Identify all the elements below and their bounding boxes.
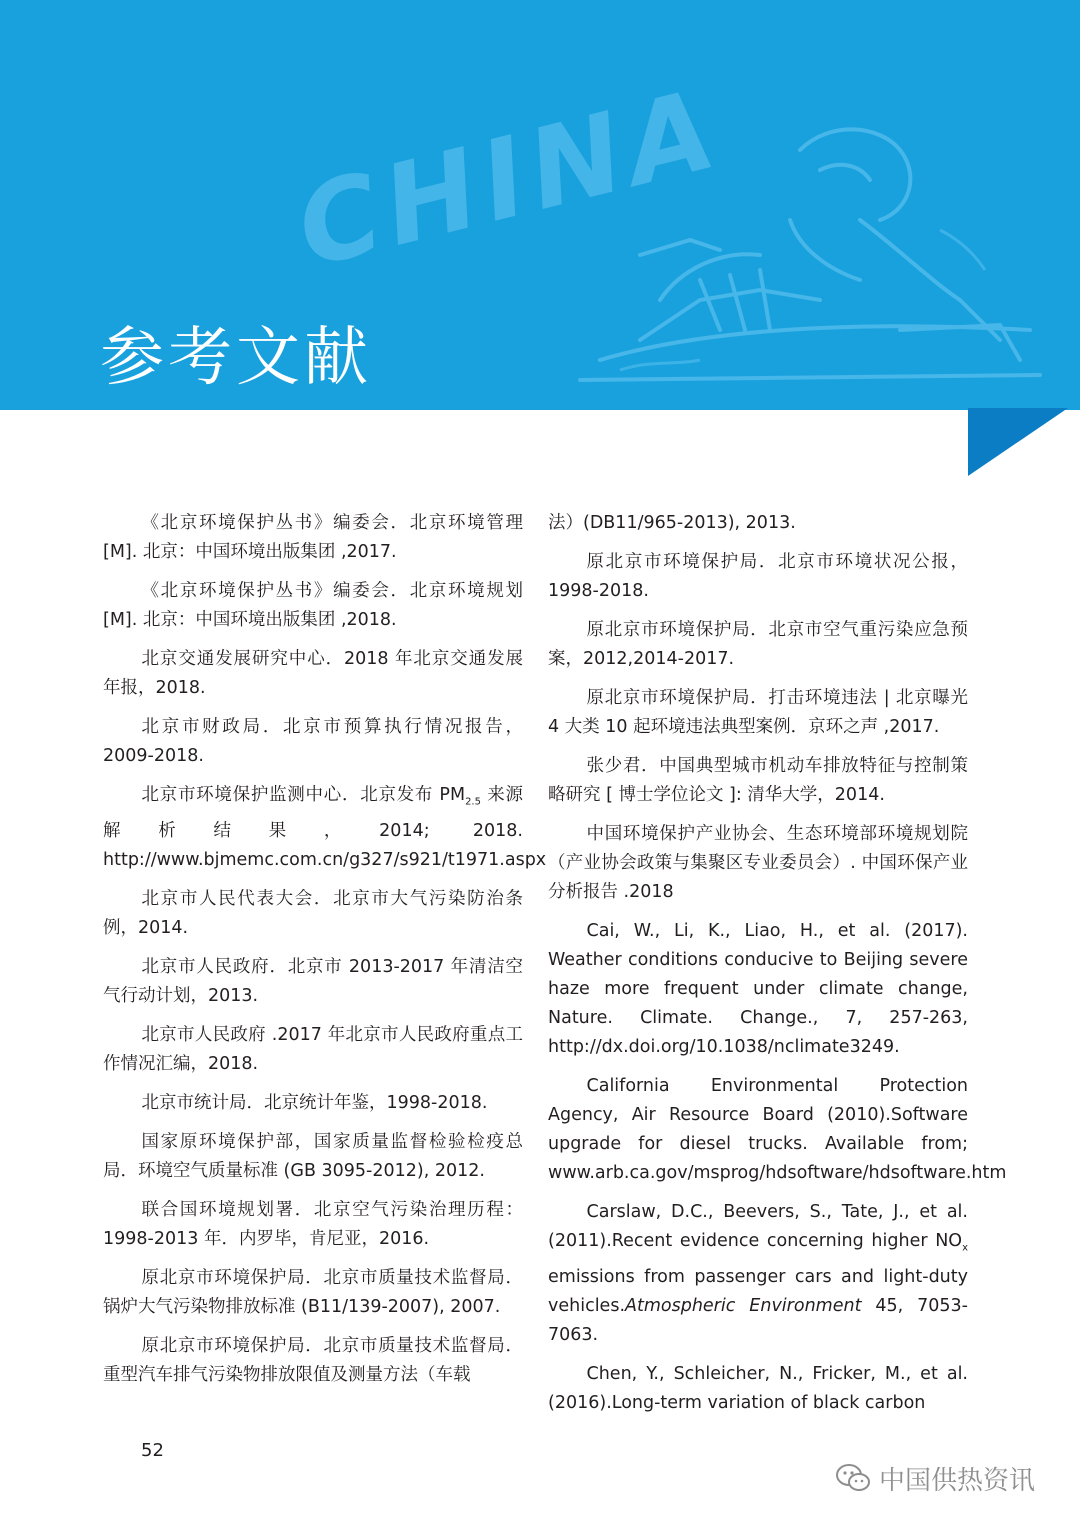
references-left-column — [103, 509, 547, 1400]
reference-text: Carslaw, D.C., Beevers, S., Tate, J., et al. (2011).Recent evidence concerning higher NO — [548, 1202, 968, 1251]
reference-item: 北京市人民政府．北京市 2013-2017 年清洁空气行动计划，2013. — [103, 956, 523, 1006]
reference-item: 《北京环境保护丛书》编委会．北京环境规划[M]. 北京：中国环境出版集团 ,2018. — [103, 581, 523, 630]
reference-item: 北京交通发展研究中心．2018 年北京交通发展年报，2018. — [103, 649, 523, 698]
subscript: x — [962, 1242, 968, 1254]
page-title: 参考文献 — [100, 321, 372, 395]
reference-item: 北京市财政局．北京市预算执行情况报告，2009-2018. — [103, 717, 523, 766]
page-number: 52 — [141, 1440, 164, 1461]
reference-text: 45, 7053-7063. — [548, 1295, 968, 1345]
watermark-text: 中国供热资讯 — [879, 1465, 1036, 1496]
reference-item: Cai, W., Li, K., Liao, H., et al. (2017). Weather conditions conducive to Beijing severe haze more frequent under climate change, Nature. Climate. Change., 7, 257-263, http://dx.doi.org/10.1038/nclimate3249. — [548, 921, 968, 1057]
reference-text: 来源解析结果，2014; 2018. http://www.bjmemc.com.cn/g327/s921/t1971.aspx — [103, 785, 547, 870]
corner-triangle — [968, 408, 1080, 478]
china-art-text: CHINA — [285, 63, 735, 293]
reference-item: California Environmental Protection Agency, Air Resource Board (2010).Software upgrade for diesel trucks. Available from; www.arb.ca.gov/msprog/hdsoftware/hdsoftware.htm — [548, 1076, 1007, 1183]
reference-item: 北京市人民代表大会．北京市大气污染防治条例，2014. — [103, 888, 523, 938]
reference-item: Chen, Y., Schleicher, N., Fricker, M., et al. (2016).Long-term variation of black carbon — [548, 1363, 968, 1413]
reference-item: 张少君．中国典型城市机动车排放特征与控制策略研究 [ 博士学位论文 ]: 清华大学，2014. — [548, 756, 968, 805]
reference-text: emissions from passenger cars and light-duty vehicles. — [548, 1266, 968, 1316]
reference-item: 中国环境保护产业协会、生态环境部环境规划院（产业协会政策与集聚区专业委员会）. 中国环保产业分析报告 .2018 — [548, 824, 968, 902]
reference-item: 法）(DB11/965-2013), 2013. — [548, 513, 796, 533]
reference-item — [548, 1198, 968, 1350]
wechat-icon — [835, 1462, 871, 1494]
reference-item: 《北京环境保护丛书》编委会．北京环境管理[M]. 北京：中国环境出版集团 ,2017. — [103, 513, 523, 562]
reference-item: 北京市人民政府 .2017 年北京市人民政府重点工作情况汇编，2018. — [103, 1024, 523, 1074]
reference-item: 原北京市环境保护局．打击环境违法 | 北京曝光 4 大类 10 起环境违法典型案例．京环之声 ,2017. — [548, 688, 968, 737]
subscript: 2.5 — [465, 796, 481, 808]
watermark — [835, 1460, 1035, 1496]
reference-item: 原北京市环境保护局．北京市质量技术监督局．重型汽车排气污染物排放限值及测量方法（车载 — [103, 1335, 523, 1385]
reference-item: 原北京市环境保护局．北京市环境状况公报，1998-2018. — [548, 552, 968, 601]
reference-item: 联合国环境规划署．北京空气污染治理历程：1998-2013 年．内罗毕，肯尼亚，2016. — [103, 1199, 523, 1249]
references-right-column — [548, 509, 1007, 1428]
reference-item — [103, 781, 547, 875]
reference-text: 北京市环境保护监测中心．北京发布 PM — [141, 785, 466, 805]
reference-item: 国家原环境保护部，国家质量监督检验检疫总局．环境空气质量标准 (GB 3095-2012), 2012. — [103, 1131, 523, 1181]
reference-item: 原北京市环境保护局．北京市质量技术监督局．锅炉大气污染物排放标准 (B11/139-2007), 2007. — [103, 1267, 523, 1317]
header-banner — [0, 0, 1080, 410]
journal-title: Atmospheric Environment — [625, 1295, 862, 1316]
reference-item: 北京市统计局．北京统计年鉴，1998-2018. — [141, 1092, 488, 1113]
reference-item: 原北京市环境保护局．北京市空气重污染应急预案，2012,2014-2017. — [548, 620, 968, 669]
